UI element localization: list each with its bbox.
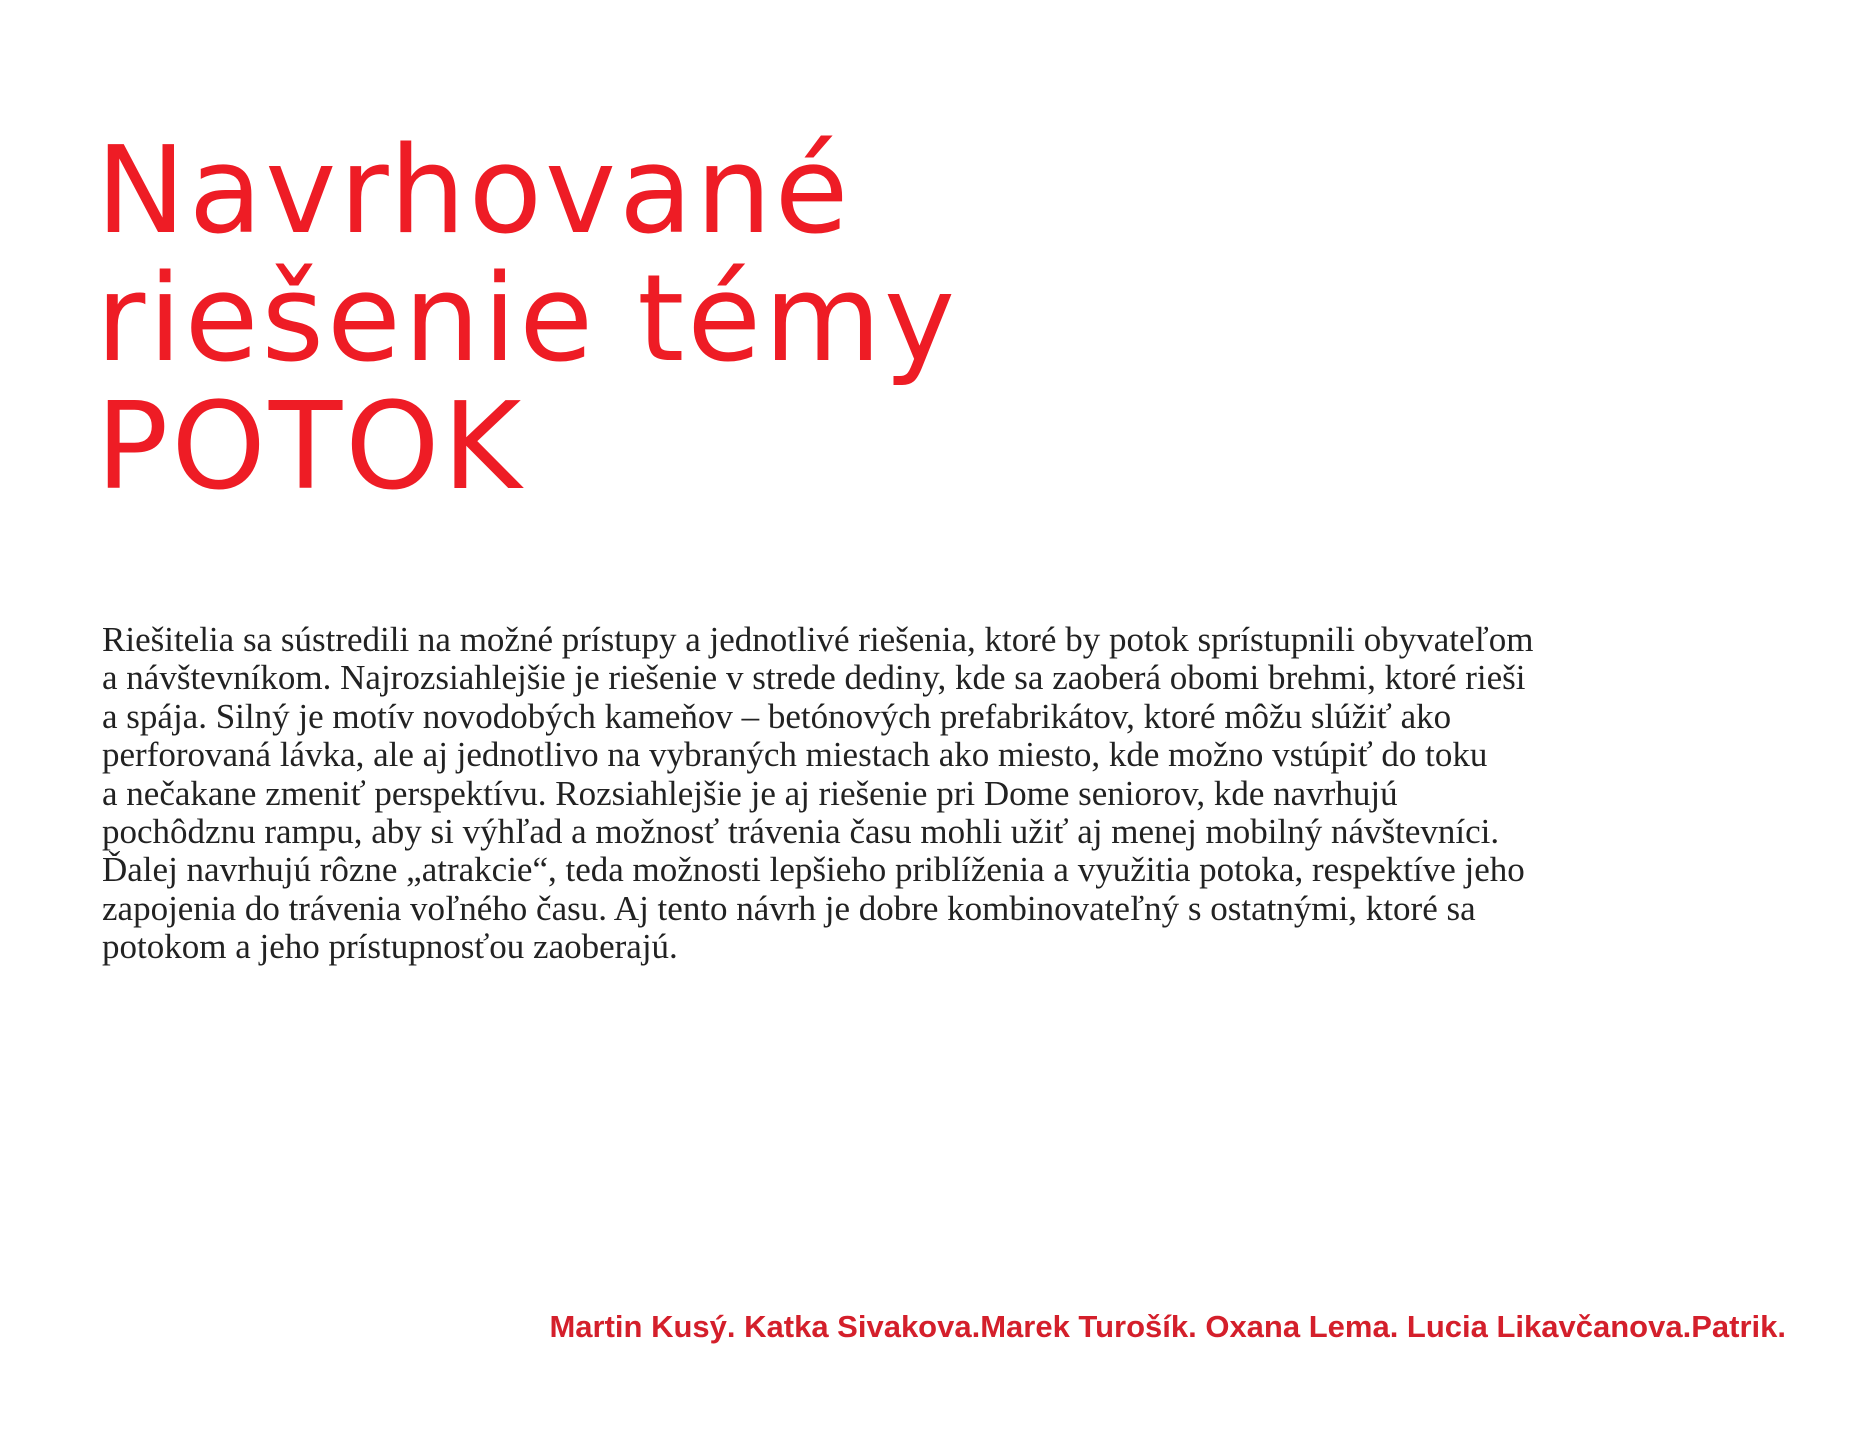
paragraph-line-9: potokom a jeho prístupnosťou zaoberajú. (102, 927, 678, 967)
paragraph-line-2: a návštevníkom. Najrozsiahlejšie je riešenie v strede dediny, kde sa zaoberá obomi brehmi, ktoré rieši (102, 658, 1526, 698)
page-title (96, 122, 959, 517)
paragraph-line-6: pochôdznu rampu, aby si výhľad a možnosť trávenia času mohli užiť aj menej mobilný návštevníci. (102, 812, 1500, 852)
paragraph-line-7: Ďalej navrhujú rôzne „atrakcie“, teda možnosti lepšieho priblíženia a využitia potoka, respektíve jeho (102, 850, 1525, 890)
paragraph-line-1: Riešitelia sa sústredili na možné prístupy a jednotlivé riešenia, ktoré by potok sprístupnili obyvateľom (102, 620, 1534, 659)
paragraph-line-5: a nečakane zmeniť perspektívu. Rozsiahlejšie je aj riešenie pri Dome seniorov, kde navrhujú (102, 773, 1398, 813)
paragraph-line-3: a spája. Silný je motív novodobých kameňov – betónových prefabrikátov, ktoré môžu slúžiť ako (102, 696, 1452, 736)
paragraph-line-4: perforovaná lávka, ale aj jednotlivo na vybraných miestach ako miesto, kde možno vstúpiť do toku (102, 735, 1488, 775)
title-line-2: riešenie témy (96, 250, 959, 389)
description-paragraph (102, 621, 1662, 967)
title-line-1: Navrhované (96, 122, 852, 261)
authors-credit: Martin Kusý. Katka Sivakova.Marek Turošík. Oxana Lema. Lucia Likavčanova.Patrik. (549, 1309, 1786, 1344)
paragraph-line-8: zapojenia do trávenia voľného času. Aj tento návrh je dobre kombinovateľný s ostatnými, ktoré sa (102, 888, 1476, 928)
title-line-3: POTOK (96, 378, 525, 517)
